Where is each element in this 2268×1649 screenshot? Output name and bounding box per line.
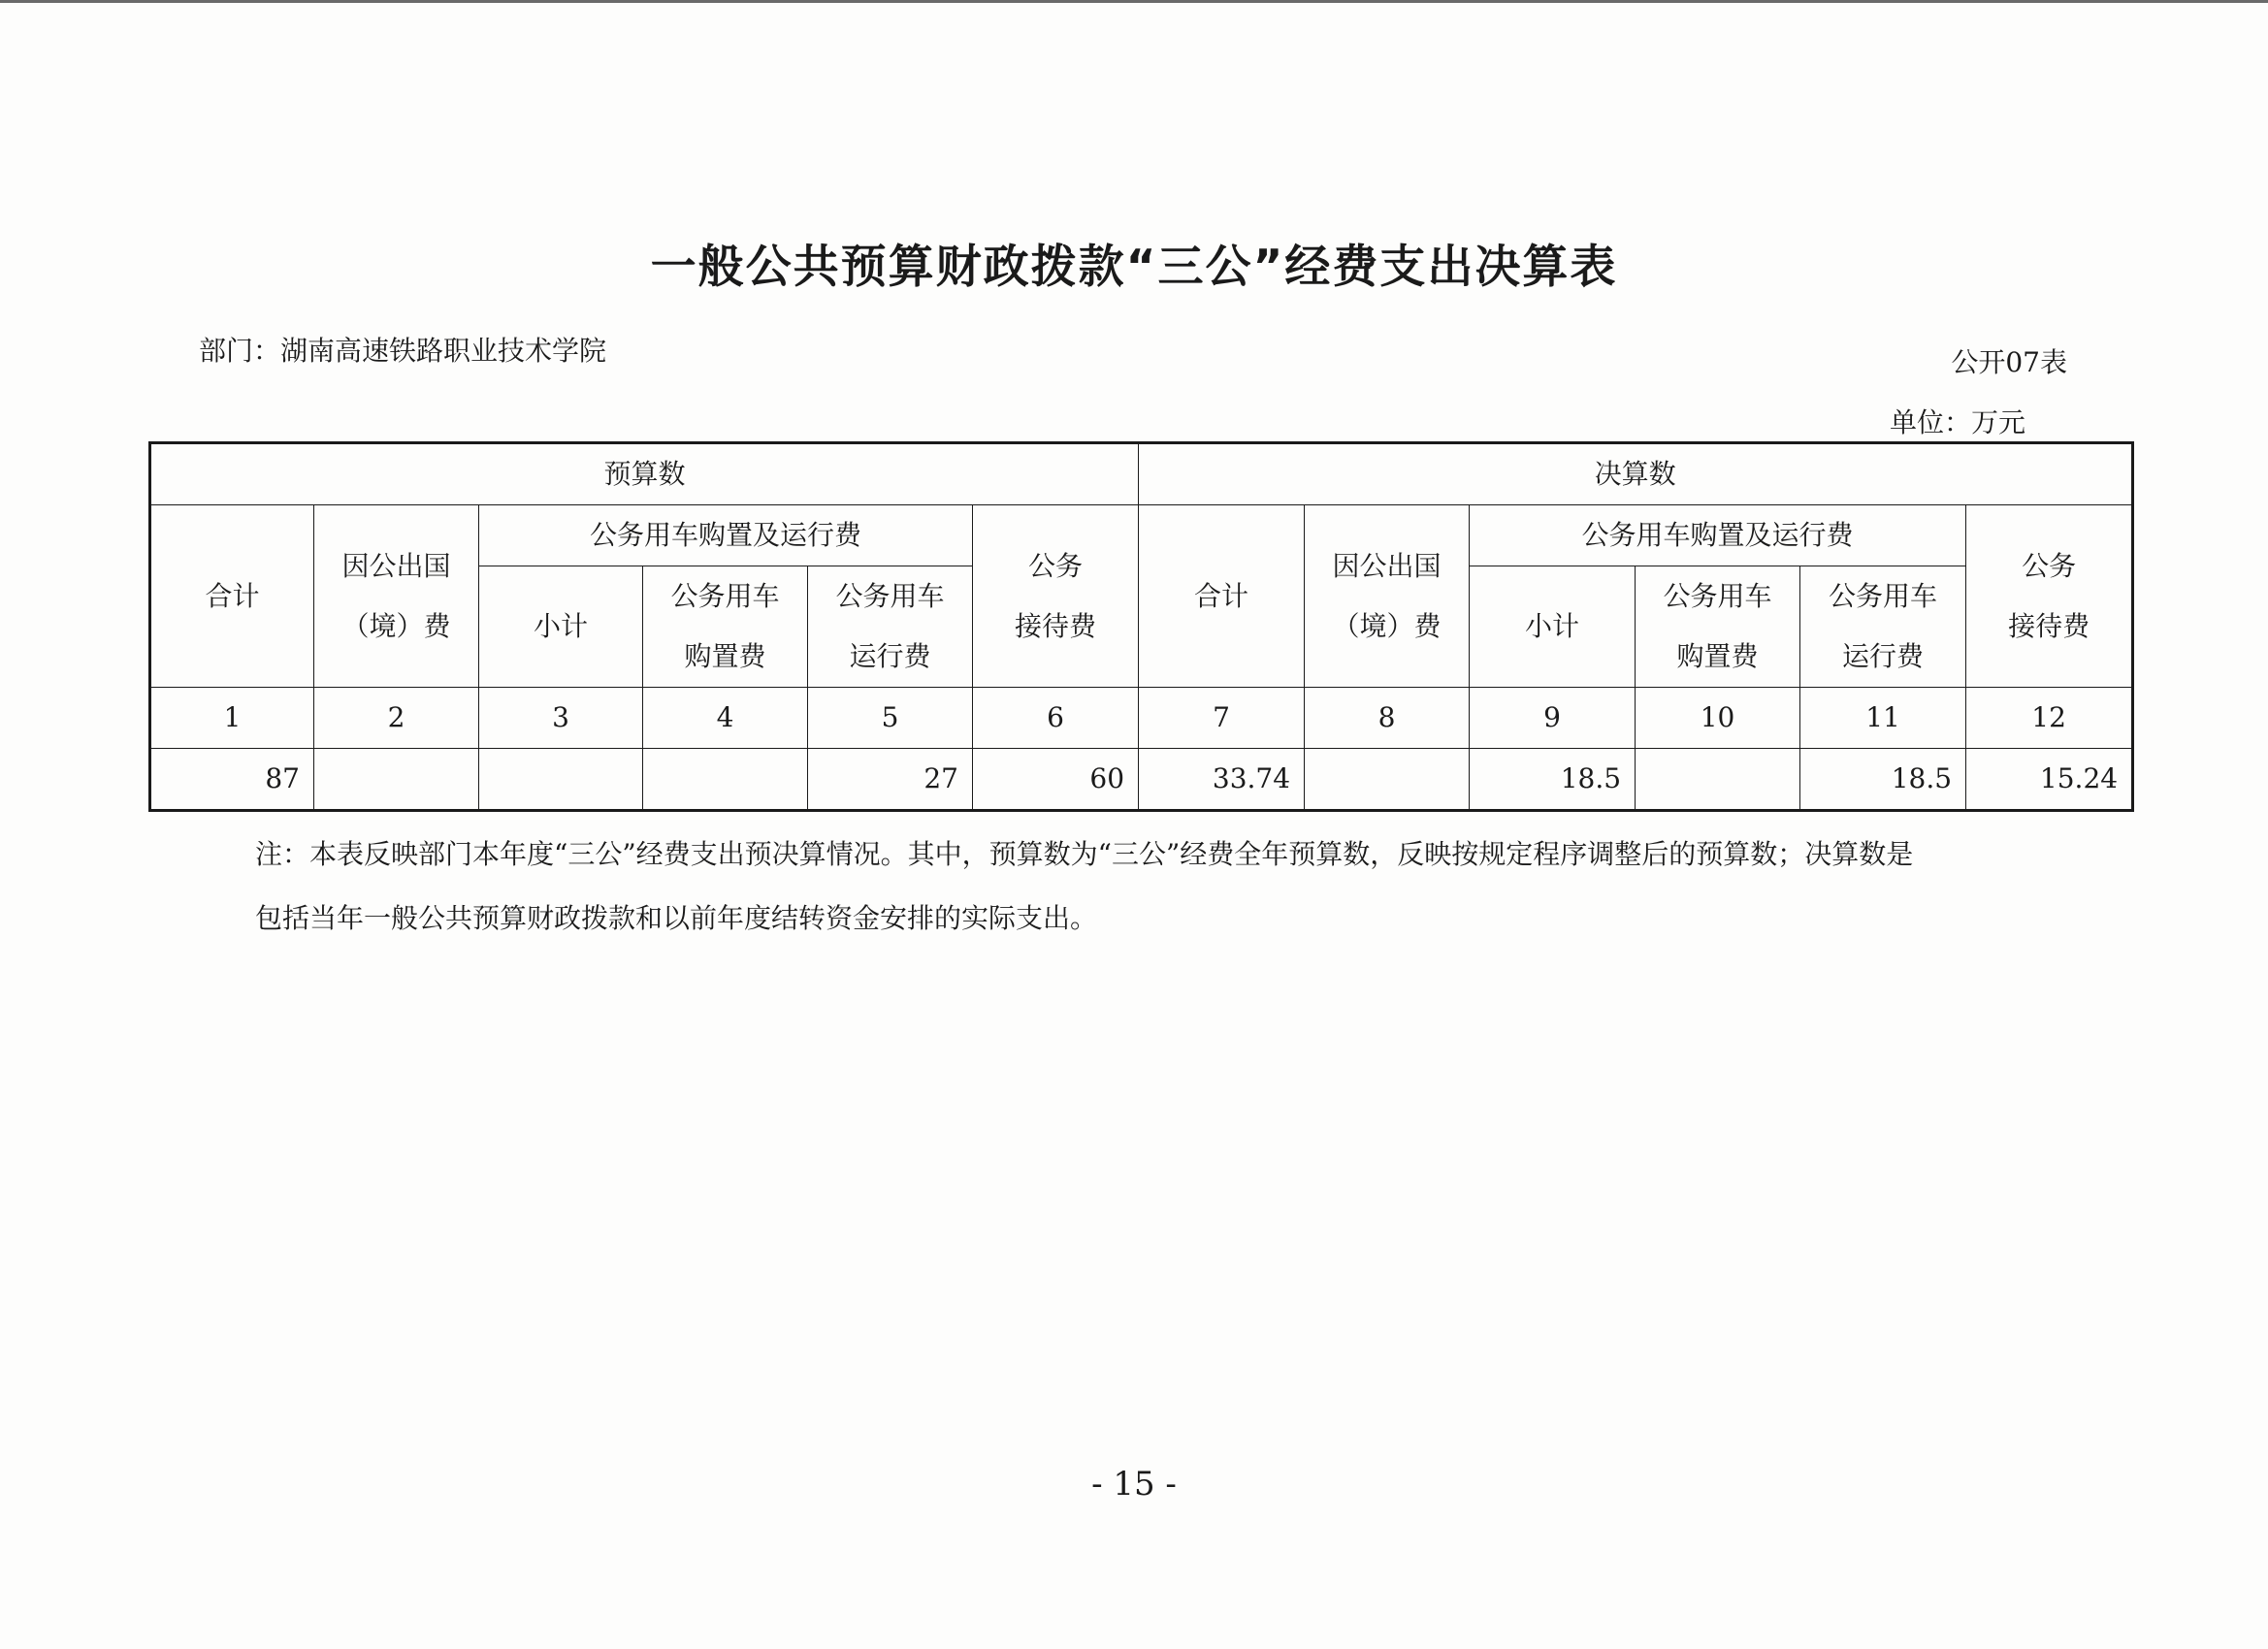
index-cell: 1: [150, 688, 314, 749]
budget-vehicle-run-header: 公务用车 运行费: [808, 566, 973, 688]
page-number: - 15 -: [1091, 1465, 1177, 1504]
index-cell: 12: [1966, 688, 2133, 749]
column-index-row: [150, 688, 2133, 749]
budget-total-header: 合计: [150, 505, 314, 688]
table-note: [255, 823, 2089, 951]
final-vehicle-run-value: 18.5: [1800, 749, 1966, 811]
final-vehicle-run-header: 公务用车 运行费: [1800, 566, 1966, 688]
header-row-groups: [150, 443, 2133, 505]
budget-abroad-header: 因公出国 （境）费: [314, 505, 479, 688]
index-cell: 2: [314, 688, 479, 749]
budget-group-header: 预算数: [150, 443, 1139, 505]
final-total-value: 33.74: [1139, 749, 1305, 811]
index-cell: 9: [1470, 688, 1636, 749]
final-reception-value: 15.24: [1966, 749, 2133, 811]
note-line-2: 包括当年一般公共预算财政拨款和以前年度结转资金安排的实际支出。: [255, 902, 1098, 934]
final-vehicle-group-header: 公务用车购置及运行费: [1470, 505, 1966, 566]
index-cell: 5: [808, 688, 973, 749]
scan-top-edge: [0, 0, 2268, 3]
budget-subtotal-header: 小计: [479, 566, 643, 688]
three-public-expenses-table: [148, 441, 2134, 812]
unit-label: 单位：万元: [1889, 406, 2025, 438]
index-cell: 11: [1800, 688, 1966, 749]
final-abroad-header: 因公出国 （境）费: [1305, 505, 1470, 688]
final-total-header: 合计: [1139, 505, 1305, 688]
budget-total-value: 87: [150, 749, 314, 811]
note-line-1: 注：本表反映部门本年度“三公”经费支出预决算情况。其中，预算数为“三公”经费全年预算数，反映按规定程序调整后的预算数；决算数是: [255, 838, 1914, 870]
header-row-categories: [150, 505, 2133, 566]
final-subtotal-header: 小计: [1470, 566, 1636, 688]
final-reception-header: 公务 接待费: [1966, 505, 2133, 688]
budget-subtotal-value: [479, 749, 643, 811]
index-cell: 10: [1636, 688, 1800, 749]
budget-vehicle-purchase-header: 公务用车 购置费: [643, 566, 808, 688]
budget-vehicle-group-header: 公务用车购置及运行费: [479, 505, 973, 566]
final-subtotal-value: 18.5: [1470, 749, 1636, 811]
index-cell: 7: [1139, 688, 1305, 749]
form-number: 公开07表: [1951, 346, 2067, 378]
index-cell: 3: [479, 688, 643, 749]
final-group-header: 决算数: [1139, 443, 2133, 505]
final-vehicle-purchase-value: [1636, 749, 1800, 811]
index-cell: 6: [973, 688, 1139, 749]
final-abroad-value: [1305, 749, 1470, 811]
index-cell: 8: [1305, 688, 1470, 749]
department-label: 部门：湖南高速铁路职业技术学院: [199, 335, 607, 367]
budget-reception-value: 60: [973, 749, 1139, 811]
final-vehicle-purchase-header: 公务用车 购置费: [1636, 566, 1800, 688]
budget-vehicle-purchase-value: [643, 749, 808, 811]
budget-vehicle-run-value: 27: [808, 749, 973, 811]
budget-abroad-value: [314, 749, 479, 811]
page-title: 一般公共预算财政拨款“三公”经费支出决算表: [650, 241, 1618, 294]
index-cell: 4: [643, 688, 808, 749]
data-row: [150, 749, 2133, 811]
budget-reception-header: 公务 接待费: [973, 505, 1139, 688]
